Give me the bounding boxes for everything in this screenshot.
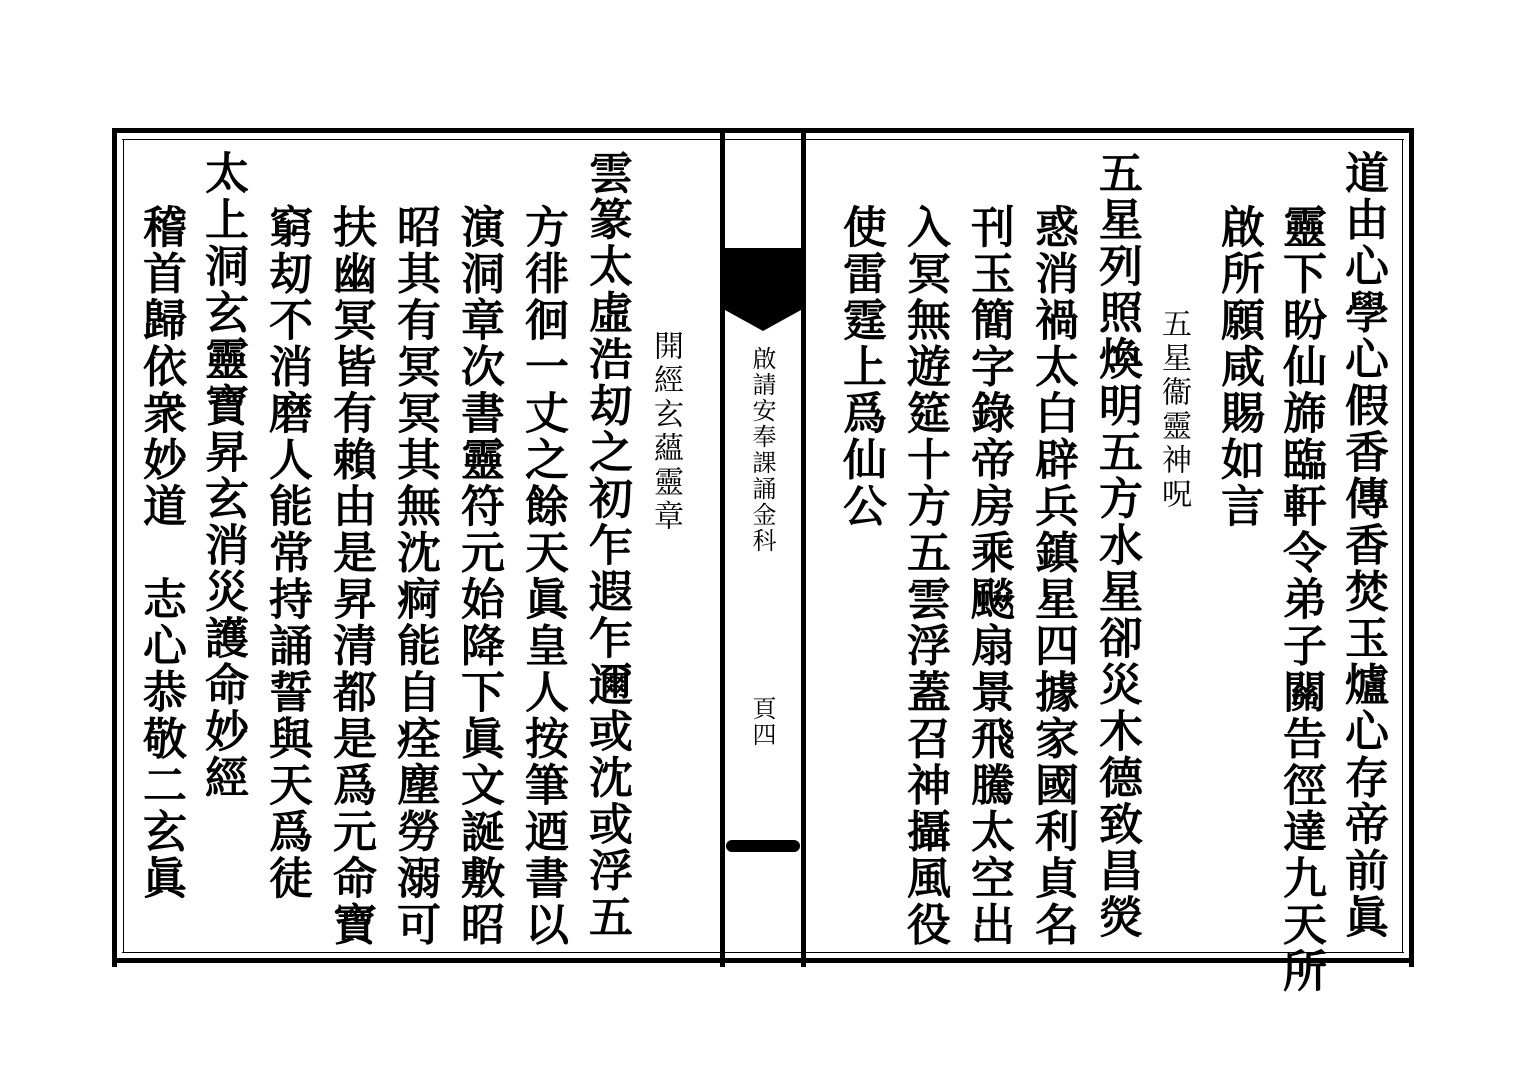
- left-col-9: 稽首歸依衆妙道 志心恭敬二玄眞: [135, 204, 186, 902]
- right-col-8: 入冥無遊筵十方五雲浮蓋召神攝風役: [899, 204, 950, 948]
- left-col-2: 雲篆太虛浩刧之初乍遐乍邇或沈或浮五: [581, 150, 632, 941]
- left-col-3: 方徘徊一丈之餘天眞皇人按筆迺書以: [517, 204, 568, 948]
- frame-inner-right-rule: [1402, 139, 1403, 953]
- left-col-8: 太上洞玄靈寶昇玄消災護命妙經: [197, 150, 248, 801]
- spine-bar: [726, 840, 800, 852]
- left-col-4: 演洞章次書靈符元始降下眞文誕敷昭: [453, 204, 504, 948]
- spine-title: 啟請安奉課誦金科: [748, 346, 776, 554]
- left-col-5: 昭其有冥冥其無沈痾能自痊塵勞溺可: [389, 204, 440, 948]
- frame-inner-left-rule: [123, 139, 124, 953]
- right-col-5: 五星列照煥明五方水星卻災木德致昌熒: [1091, 150, 1142, 941]
- spine-right-rule: [801, 128, 806, 967]
- right-col-2: 靈下盼仙旆臨軒令弟子關告徑達九天所: [1275, 204, 1326, 995]
- right-col-9: 使雷霆上爲仙公: [835, 204, 886, 530]
- fishtail-ornament: [725, 248, 801, 331]
- left-col-7: 窮刧不消磨人能常持誦誓與天爲徒: [261, 204, 312, 902]
- spine: [720, 128, 806, 967]
- left-col-6: 扶幽冥皆有賴由是昇清都是爲元命寶: [325, 204, 376, 948]
- right-col-6: 惑消禍太白辟兵鎮星四據家國利貞名: [1027, 204, 1078, 948]
- frame-left-rule: [112, 128, 117, 967]
- left-section-heading: 開經玄蘊靈章: [648, 330, 683, 534]
- right-col-3: 啟所願咸賜如言: [1213, 204, 1264, 530]
- right-col-7: 刊玉簡字錄帝房乘飈扇景飛騰太空出: [963, 204, 1014, 948]
- spine-page-number: 頁四: [748, 696, 776, 748]
- right-col-1: 道由心學心假香傳香焚玉爐心存帝前眞: [1337, 150, 1388, 941]
- frame-right-rule: [1409, 128, 1414, 967]
- right-section-heading: 五星衞靈神呪: [1156, 308, 1191, 512]
